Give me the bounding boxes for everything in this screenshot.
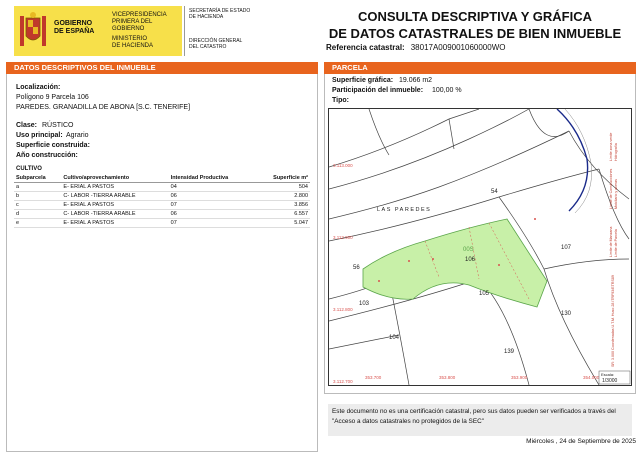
localizacion-line2: PAREDES. GRANADILLA DE ABONA [S.C. TENERIFE]	[16, 104, 191, 111]
cadastral-map[interactable]	[328, 108, 632, 386]
cell-intensidad: 07	[169, 219, 256, 228]
y-coord-2: 3.112.900	[333, 235, 353, 240]
uso-label: Uso principal:	[16, 132, 63, 139]
disclaimer-note: Este documento no es una certificación catastral, pero sus datos pueden ser verificados a través del "Acceso a datos catastrales no protegidos de la SEC"	[328, 404, 632, 436]
table-row	[14, 201, 310, 210]
agency-block	[184, 6, 274, 56]
cell-subparcela: a	[14, 183, 61, 192]
parcel-label-107: 107	[561, 245, 572, 251]
scale-label: Escala:	[601, 372, 615, 377]
y-coord-3: 3.112.800	[333, 307, 353, 312]
cell-intensidad: 04	[169, 183, 256, 192]
x-coord-3: 353.900	[511, 375, 528, 380]
title-line-1: CONSULTA DESCRIPTIVA Y GRÁFICA	[357, 9, 592, 24]
cell-cultivo: E- ERIAL A PASTOS	[61, 201, 168, 210]
superficie-construida-label: Superficie construida:	[16, 142, 90, 149]
legend-item: Limite de Parcela	[614, 229, 618, 257]
left-section-title: DATOS DESCRIPTIVOS DEL INMUEBLE	[6, 62, 318, 74]
legend-item: Limite zona verde	[609, 132, 613, 161]
cell-intensidad: 07	[169, 201, 256, 210]
cell-superficie: 3.856	[255, 201, 310, 210]
superficie-grafica-label: Superficie gráfica:	[332, 77, 394, 84]
place-name: LAS PAREDES	[377, 207, 432, 213]
coordinate-system-note: SR: 3.000 Coordenadas U.T.M. Huso 28 ITRF93/ETRS89	[611, 275, 615, 367]
anio-construccion-label: Año construcción:	[16, 152, 78, 159]
cell-subparcela: d	[14, 210, 61, 219]
parcel-label-56: 56	[353, 265, 360, 271]
table-header-row	[14, 174, 310, 183]
cell-cultivo: E- ERIAL A PASTOS	[61, 183, 168, 192]
cultivo-table	[14, 174, 310, 228]
parcel-label-130: 130	[561, 311, 572, 317]
clase-label: Clase:	[16, 122, 38, 129]
water-line	[557, 109, 588, 211]
x-coord-1: 353.700	[365, 375, 382, 380]
col-cultivo: Cultivo/aprovechamiento	[61, 174, 168, 183]
superficie-grafica-value: 19.066 m2	[399, 77, 433, 84]
direccion-label: DIRECCIÓN GENERAL DEL CATASTRO	[189, 38, 243, 50]
uso-value: Agrario	[66, 132, 89, 139]
scale-value: 1/3000	[602, 378, 618, 384]
cell-cultivo: C- LABOR -TIERRA ARABLE	[61, 210, 168, 219]
table-row	[14, 183, 310, 192]
clase-value: RÚSTICO	[42, 122, 74, 129]
cultivo-label: CULTIVO	[16, 166, 42, 172]
cell-intensidad: 06	[169, 210, 256, 219]
legend-item: Limite de Manzana	[609, 226, 613, 257]
col-intensidad: Intensidad Productiva	[169, 174, 256, 183]
x-coord-2: 353.800	[439, 375, 456, 380]
cell-superficie: 2.800	[255, 192, 310, 201]
parcel-label-139: 139	[504, 349, 515, 355]
parcel-label-54: 54	[491, 189, 498, 195]
y-coord-1: 3.113.000	[333, 163, 353, 168]
ministry-finance: MINISTERIO DE HACIENDA	[112, 36, 154, 49]
map-legend	[609, 133, 618, 367]
legend-item: Mobiliario y aceras	[614, 179, 618, 209]
government-logo-block	[14, 6, 182, 56]
ref-value: 38017A009001060000WO	[410, 43, 506, 52]
highlighted-parcel[interactable]	[363, 219, 547, 307]
cell-intensidad: 06	[169, 192, 256, 201]
table-row	[14, 192, 310, 201]
cell-superficie: 504	[255, 183, 310, 192]
page-header	[0, 0, 640, 62]
tipo-label: Tipo:	[332, 97, 349, 104]
localizacion-label: Localización:	[16, 84, 61, 91]
document-title	[310, 8, 640, 42]
parcel-label-106: 106	[465, 257, 476, 263]
parcel-label-104: 104	[389, 335, 400, 341]
cell-cultivo: C- LABOR -TIERRA ARABLE	[61, 192, 168, 201]
localizacion-line1: Polígono 9 Parcela 106	[16, 94, 89, 101]
ref-label: Referencia catastral:	[326, 43, 405, 52]
title-line-2: DE DATOS CATASTRALES DE BIEN INMUEBLE	[328, 26, 622, 41]
participacion-label: Participación del inmueble:	[332, 87, 424, 94]
col-superficie: Superficie m²	[255, 174, 310, 183]
cell-subparcela: c	[14, 201, 61, 210]
coat-of-arms-icon	[18, 10, 48, 52]
right-section-title: PARCELA	[324, 62, 636, 74]
ministry-vicepresidency: VICEPRESIDENCIA PRIMERA DEL GOBIERNO	[112, 12, 167, 32]
cell-superficie: 6.557	[255, 210, 310, 219]
legend-item: Limite de Construcciones	[609, 168, 613, 209]
secretaria-label: SECRETARÍA DE ESTADO DE HACIENDA	[189, 8, 251, 20]
cell-superficie: 5.047	[255, 219, 310, 228]
cadastral-reference	[326, 43, 505, 52]
x-coord-4: 354.000	[583, 375, 600, 380]
col-subparcela: Subparcela	[14, 174, 61, 183]
government-name: GOBIERNO DE ESPAÑA	[54, 20, 95, 35]
cell-cultivo: E- ERIAL A PASTOS	[61, 219, 168, 228]
map-canvas	[329, 109, 631, 385]
y-coord-4: 3.112.700	[333, 379, 353, 384]
parcel-label-00s: 00S	[463, 247, 474, 253]
legend-item: Hidrografía	[614, 143, 618, 161]
left-panel	[6, 62, 318, 452]
participacion-value: 100,00 %	[432, 87, 462, 94]
document-date: Miércoles , 24 de Septiembre de 2025	[526, 438, 636, 445]
parcel-label-105: 105	[479, 291, 490, 297]
table-row	[14, 219, 310, 228]
cell-subparcela: e	[14, 219, 61, 228]
cell-subparcela: b	[14, 192, 61, 201]
parcel-label-103: 103	[359, 301, 370, 307]
table-row	[14, 210, 310, 219]
